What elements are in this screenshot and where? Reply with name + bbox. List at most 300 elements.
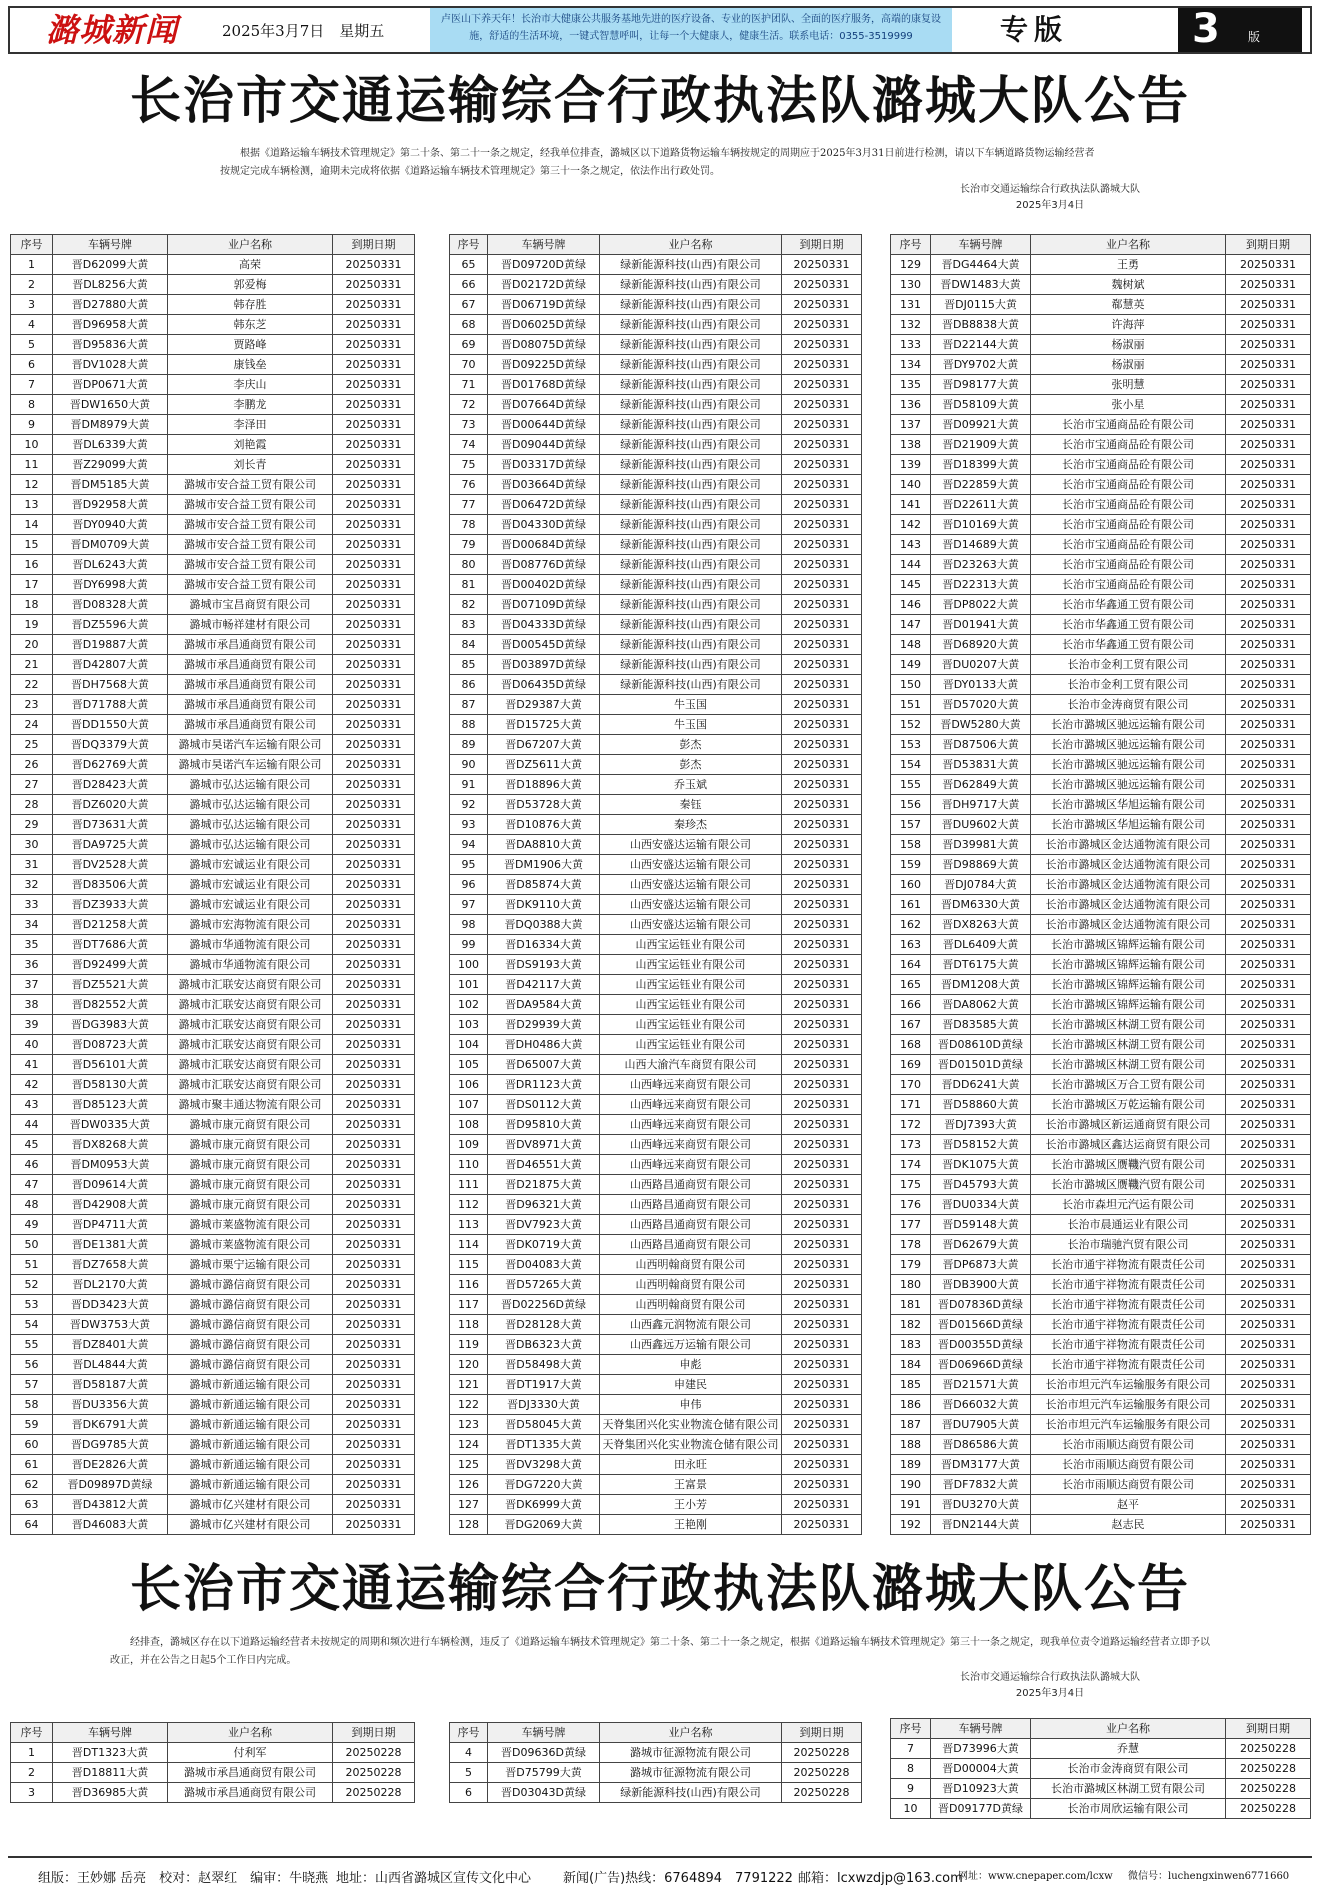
expiry-date: 20250331	[782, 835, 862, 855]
table-row	[11, 1015, 415, 1035]
table-row	[11, 355, 415, 375]
expiry-date: 20250331	[782, 1235, 862, 1255]
plate-number: 晋DU0207大黄	[931, 655, 1031, 675]
table-row	[891, 375, 1311, 395]
expiry-date: 20250331	[1226, 515, 1311, 535]
owner-name: 田永旺	[600, 1455, 782, 1475]
row-number: 58	[11, 1395, 53, 1415]
row-number: 62	[11, 1475, 53, 1495]
expiry-date: 20250331	[782, 1515, 862, 1535]
owner-name: 潞城市安合益工贸有限公司	[168, 575, 333, 595]
table-row	[450, 1255, 862, 1275]
plate-number: 晋D46083大黄	[53, 1515, 168, 1535]
plate-number: 晋DH7568大黄	[53, 675, 168, 695]
table-row	[450, 1115, 862, 1135]
table-row	[11, 575, 415, 595]
plate-number: 晋D43812大黄	[53, 1495, 168, 1515]
plate-number: 晋DP0671大黄	[53, 375, 168, 395]
table-row	[11, 255, 415, 275]
row-number: 19	[11, 615, 53, 635]
table-row	[891, 795, 1311, 815]
table-row	[891, 355, 1311, 375]
table-row	[11, 1295, 415, 1315]
row-number: 152	[891, 715, 931, 735]
row-number: 117	[450, 1295, 488, 1315]
plate-number: 晋DZ5596大黄	[53, 615, 168, 635]
owner-name: 潞城市华通物流有限公司	[168, 935, 333, 955]
owner-name: 绿新能源科技(山西)有限公司	[600, 275, 782, 295]
owner-name: 潞城市汇联安达商贸有限公司	[168, 1015, 333, 1035]
row-number: 145	[891, 575, 931, 595]
plate-number: 晋DU3270大黄	[931, 1495, 1031, 1515]
row-number: 79	[450, 535, 488, 555]
plate-number: 晋D62099大黄	[53, 255, 168, 275]
plate-number: 晋DM5185大黄	[53, 475, 168, 495]
vehicle-table-1	[10, 234, 415, 1535]
table-header-row	[450, 235, 862, 255]
expiry-date: 20250331	[333, 1135, 415, 1155]
owner-name: 长治市金利工贸有限公司	[1031, 655, 1226, 675]
plate-number: 晋D09636D黄绿	[488, 1743, 600, 1763]
table-row	[891, 1035, 1311, 1055]
row-number: 100	[450, 955, 488, 975]
table-row	[450, 415, 862, 435]
expiry-date: 20250331	[1226, 755, 1311, 775]
table-row	[891, 1295, 1311, 1315]
expiry-date: 20250331	[333, 1475, 415, 1495]
expiry-date: 20250331	[782, 575, 862, 595]
plate-number: 晋DL6243大黄	[53, 555, 168, 575]
expiry-date: 20250331	[782, 355, 862, 375]
owner-name: 乔慧	[1031, 1739, 1226, 1759]
plate-number: 晋DW3753大黄	[53, 1315, 168, 1335]
owner-name: 韩东芝	[168, 315, 333, 335]
expiry-date: 20250331	[1226, 455, 1311, 475]
owner-name: 山西宝运钰业有限公司	[600, 1035, 782, 1055]
row-number: 97	[450, 895, 488, 915]
expiry-date: 20250331	[782, 975, 862, 995]
table-row	[891, 615, 1311, 635]
plate-number: 晋D53831大黄	[931, 755, 1031, 775]
plate-number: 晋D08776D黄绿	[488, 555, 600, 575]
expiry-date: 20250331	[782, 1295, 862, 1315]
row-number: 77	[450, 495, 488, 515]
plate-number: 晋DZ8401大黄	[53, 1335, 168, 1355]
table-row	[450, 1743, 862, 1763]
table-header-row	[11, 1723, 415, 1743]
owner-name: 绿新能源科技(山西)有限公司	[600, 655, 782, 675]
expiry-date: 20250331	[782, 855, 862, 875]
table-row	[450, 1435, 862, 1455]
plate-number: 晋DK6791大黄	[53, 1415, 168, 1435]
plate-number: 晋D65007大黄	[488, 1055, 600, 1075]
table-row	[450, 395, 862, 415]
owner-name: 长治市潞城区林湖工贸有限公司	[1031, 1779, 1226, 1799]
row-number: 82	[450, 595, 488, 615]
owner-name: 长治市宝通商品砼有限公司	[1031, 575, 1226, 595]
table-row	[11, 1475, 415, 1495]
row-number: 142	[891, 515, 931, 535]
expiry-date: 20250331	[333, 1455, 415, 1475]
plate-number: 晋D58109大黄	[931, 395, 1031, 415]
plate-number: 晋Z29099大黄	[53, 455, 168, 475]
owner-name: 长治市坦元汽车运输服务有限公司	[1031, 1415, 1226, 1435]
plate-number: 晋D21875大黄	[488, 1175, 600, 1195]
owner-name: 潞城市华通物流有限公司	[168, 955, 333, 975]
owner-name: 长治市潞城区金达通物流有限公司	[1031, 915, 1226, 935]
row-number: 130	[891, 275, 931, 295]
owner-name: 山西宝运钰业有限公司	[600, 975, 782, 995]
owner-name: 长治市通宇祥物流有限责任公司	[1031, 1315, 1226, 1335]
plate-number: 晋DT1335大黄	[488, 1435, 600, 1455]
owner-name: 山西明翰商贸有限公司	[600, 1295, 782, 1315]
expiry-date: 20250331	[782, 1455, 862, 1475]
expiry-date: 20250331	[333, 615, 415, 635]
table-row	[11, 1335, 415, 1355]
table-row	[11, 1275, 415, 1295]
row-number: 1	[11, 1743, 53, 1763]
plate-number: 晋DH0486大黄	[488, 1035, 600, 1055]
column-header: 业户名称	[168, 1723, 333, 1743]
owner-name: 长治市潞城区锦辉运输有限公司	[1031, 935, 1226, 955]
owner-name: 山西鑫元润物流有限公司	[600, 1315, 782, 1335]
row-number: 12	[11, 475, 53, 495]
row-number: 34	[11, 915, 53, 935]
row-number: 73	[450, 415, 488, 435]
plate-number: 晋D09614大黄	[53, 1175, 168, 1195]
expiry-date: 20250331	[782, 375, 862, 395]
expiry-date: 20250331	[1226, 555, 1311, 575]
table-row	[891, 1779, 1311, 1799]
plate-number: 晋D96321大黄	[488, 1195, 600, 1215]
plate-number: 晋DL8256大黄	[53, 275, 168, 295]
owner-name: 潞城市宝昌商贸有限公司	[168, 595, 333, 615]
vehicle-table-4	[10, 1722, 415, 1803]
expiry-date: 20250331	[333, 1155, 415, 1175]
table-row	[891, 935, 1311, 955]
row-number: 144	[891, 555, 931, 575]
column-header: 车辆号牌	[488, 1723, 600, 1743]
row-number: 2	[11, 275, 53, 295]
expiry-date: 20250331	[1226, 635, 1311, 655]
row-number: 76	[450, 475, 488, 495]
table-row	[891, 1115, 1311, 1135]
owner-name: 长治市潞城区华旭运输有限公司	[1031, 795, 1226, 815]
owner-name: 绿新能源科技(山西)有限公司	[600, 635, 782, 655]
vehicle-table-6	[890, 1718, 1311, 1819]
expiry-date: 20250331	[333, 1055, 415, 1075]
table-row	[450, 955, 862, 975]
row-number: 91	[450, 775, 488, 795]
row-number: 153	[891, 735, 931, 755]
owner-name: 潞城市畅祥建材有限公司	[168, 615, 333, 635]
expiry-date: 20250331	[1226, 315, 1311, 335]
row-number: 90	[450, 755, 488, 775]
row-number: 151	[891, 695, 931, 715]
expiry-date: 20250331	[1226, 1375, 1311, 1395]
table-row	[11, 1375, 415, 1395]
plate-number: 晋D01501D黄绿	[931, 1055, 1031, 1075]
plate-number: 晋D22144大黄	[931, 335, 1031, 355]
expiry-date: 20250331	[1226, 1335, 1311, 1355]
owner-name: 潞城市莱盛物流有限公司	[168, 1215, 333, 1235]
row-number: 189	[891, 1455, 931, 1475]
expiry-date: 20250228	[333, 1763, 415, 1783]
table-row	[891, 1095, 1311, 1115]
table-row	[11, 995, 415, 1015]
expiry-date: 20250331	[782, 1255, 862, 1275]
row-number: 135	[891, 375, 931, 395]
plate-number: 晋D08328大黄	[53, 595, 168, 615]
owner-name: 长治市通宇祥物流有限责任公司	[1031, 1355, 1226, 1375]
plate-number: 晋DL6339大黄	[53, 435, 168, 455]
row-number: 118	[450, 1315, 488, 1335]
owner-name: 秦钰	[600, 795, 782, 815]
owner-name: 山西路昌通商贸有限公司	[600, 1175, 782, 1195]
row-number: 126	[450, 1475, 488, 1495]
notice-2-title: 长治市交通运输综合行政执法队潞城大队公告	[129, 1560, 1190, 1619]
expiry-date: 20250331	[333, 855, 415, 875]
plate-number: 晋DM0953大黄	[53, 1155, 168, 1175]
row-number: 39	[11, 1015, 53, 1035]
row-number: 24	[11, 715, 53, 735]
expiry-date: 20250331	[782, 1015, 862, 1035]
expiry-date: 20250331	[1226, 395, 1311, 415]
row-number: 60	[11, 1435, 53, 1455]
owner-name: 山西路昌通商贸有限公司	[600, 1215, 782, 1235]
owner-name: 潞城市昊诺汽车运输有限公司	[168, 755, 333, 775]
owner-name: 山西安盛达运输有限公司	[600, 875, 782, 895]
column-header: 业户名称	[168, 235, 333, 255]
expiry-date: 20250331	[333, 1315, 415, 1335]
row-number: 179	[891, 1255, 931, 1275]
row-number: 188	[891, 1435, 931, 1455]
row-number: 37	[11, 975, 53, 995]
owner-name: 长治市金涛商贸有限公司	[1031, 1759, 1226, 1779]
owner-name: 潞城市康元商贸有限公司	[168, 1155, 333, 1175]
owner-name: 潞城市宏海物流有限公司	[168, 915, 333, 935]
table-row	[891, 895, 1311, 915]
row-number: 9	[891, 1779, 931, 1799]
plate-number: 晋D00644D黄绿	[488, 415, 600, 435]
expiry-date: 20250228	[333, 1783, 415, 1803]
owner-name: 山西大渝汽车商贸有限公司	[600, 1055, 782, 1075]
table-row	[891, 635, 1311, 655]
expiry-date: 20250331	[1226, 1035, 1311, 1055]
owner-name: 长治市潞城区锦辉运输有限公司	[1031, 995, 1226, 1015]
table-row	[891, 875, 1311, 895]
plate-number: 晋DJ7393大黄	[931, 1115, 1031, 1135]
row-number: 138	[891, 435, 931, 455]
expiry-date: 20250331	[782, 875, 862, 895]
expiry-date: 20250331	[333, 255, 415, 275]
row-number: 32	[11, 875, 53, 895]
table-row	[450, 835, 862, 855]
plate-number: 晋D04333D黄绿	[488, 615, 600, 635]
expiry-date: 20250331	[333, 1515, 415, 1535]
expiry-date: 20250331	[1226, 495, 1311, 515]
expiry-date: 20250331	[1226, 795, 1311, 815]
owner-name: 山西宝运钰业有限公司	[600, 935, 782, 955]
owner-name: 潞城市汇联安达商贸有限公司	[168, 1075, 333, 1095]
expiry-date: 20250331	[782, 555, 862, 575]
row-number: 2	[11, 1763, 53, 1783]
plate-number: 晋D98177大黄	[931, 375, 1031, 395]
table-row	[11, 415, 415, 435]
expiry-date: 20250331	[333, 535, 415, 555]
owner-name: 王艳刚	[600, 1515, 782, 1535]
row-number: 35	[11, 935, 53, 955]
plate-number: 晋DJ0784大黄	[931, 875, 1031, 895]
plate-number: 晋DE1381大黄	[53, 1235, 168, 1255]
expiry-date: 20250228	[782, 1763, 862, 1783]
expiry-date: 20250331	[1226, 835, 1311, 855]
row-number: 55	[11, 1335, 53, 1355]
expiry-date: 20250331	[333, 575, 415, 595]
plate-number: 晋DA8062大黄	[931, 995, 1031, 1015]
table-row	[450, 1295, 862, 1315]
table-row	[891, 575, 1311, 595]
owner-name: 潞城市潞信商贸有限公司	[168, 1275, 333, 1295]
expiry-date: 20250331	[782, 895, 862, 915]
table-row	[450, 1095, 862, 1115]
owner-name: 绿新能源科技(山西)有限公司	[600, 495, 782, 515]
row-number: 165	[891, 975, 931, 995]
table-row	[11, 1435, 415, 1455]
row-number: 104	[450, 1035, 488, 1055]
plate-number: 晋D09225D黄绿	[488, 355, 600, 375]
expiry-date: 20250331	[333, 1095, 415, 1115]
expiry-date: 20250331	[782, 255, 862, 275]
row-number: 33	[11, 895, 53, 915]
owner-name: 王勇	[1031, 255, 1226, 275]
notice-2-body: 经排查，潞城区存在以下道路运输经营者未按规定的周期和频次进行车辆检测，违反了《道路运输车辆技术管理规定》第二十条、第二十一条之规定，根据《道路运输车辆技术管理规定》第三十一条之规定，现我单位责令道路运输经营者立即予以改正，并在公告之日起5个工作日内完成。	[110, 1637, 1210, 1666]
table-row	[891, 975, 1311, 995]
owner-name: 郗慧英	[1031, 295, 1226, 315]
plate-number: 晋DP4711大黄	[53, 1215, 168, 1235]
table-row	[11, 475, 415, 495]
issue-date: 2025年3月7日 星期五	[222, 22, 385, 40]
table-row	[11, 795, 415, 815]
expiry-date: 20250331	[1226, 475, 1311, 495]
plate-number: 晋D62769大黄	[53, 755, 168, 775]
table-row	[891, 1515, 1311, 1535]
expiry-date: 20250331	[1226, 1415, 1311, 1435]
owner-name: 长治市通宇祥物流有限责任公司	[1031, 1295, 1226, 1315]
row-number: 159	[891, 855, 931, 875]
table-row	[450, 855, 862, 875]
row-number: 127	[450, 1495, 488, 1515]
plate-number: 晋D42117大黄	[488, 975, 600, 995]
plate-number: 晋DY9702大黄	[931, 355, 1031, 375]
table-row	[450, 795, 862, 815]
plate-number: 晋D09897D黄绿	[53, 1475, 168, 1495]
table-row	[450, 1315, 862, 1335]
expiry-date: 20250331	[1226, 1075, 1311, 1095]
expiry-date: 20250228	[782, 1743, 862, 1763]
owner-name: 潞城市汇联安达商贸有限公司	[168, 995, 333, 1015]
row-number: 85	[450, 655, 488, 675]
owner-name: 王小芳	[600, 1495, 782, 1515]
row-number: 115	[450, 1255, 488, 1275]
expiry-date: 20250331	[782, 295, 862, 315]
row-number: 123	[450, 1415, 488, 1435]
section-label: 专版	[1000, 13, 1069, 46]
plate-number: 晋DB3900大黄	[931, 1275, 1031, 1295]
expiry-date: 20250331	[333, 795, 415, 815]
owner-name: 潞城市弘达运输有限公司	[168, 835, 333, 855]
expiry-date: 20250331	[1226, 1395, 1311, 1415]
row-number: 43	[11, 1095, 53, 1115]
owner-name: 彭杰	[600, 755, 782, 775]
table-row	[11, 735, 415, 755]
expiry-date: 20250331	[782, 1275, 862, 1295]
owner-name: 长治市潞城区驰远运输有限公司	[1031, 715, 1226, 735]
plate-number: 晋D62679大黄	[931, 1235, 1031, 1255]
row-number: 63	[11, 1495, 53, 1515]
plate-number: 晋DV7923大黄	[488, 1215, 600, 1235]
plate-number: 晋D59148大黄	[931, 1215, 1031, 1235]
owner-name: 长治市金涛商贸有限公司	[1031, 695, 1226, 715]
plate-number: 晋D00545D黄绿	[488, 635, 600, 655]
expiry-date: 20250331	[333, 1355, 415, 1375]
row-number: 128	[450, 1515, 488, 1535]
plate-number: 晋DV1028大黄	[53, 355, 168, 375]
plate-number: 晋DK6999大黄	[488, 1495, 600, 1515]
row-number: 137	[891, 415, 931, 435]
owner-name: 山西宝运钰业有限公司	[600, 995, 782, 1015]
row-number: 148	[891, 635, 931, 655]
plate-number: 晋D68920大黄	[931, 635, 1031, 655]
row-number: 17	[11, 575, 53, 595]
row-number: 143	[891, 535, 931, 555]
owner-name: 潞城市宏诚运业有限公司	[168, 855, 333, 875]
plate-number: 晋DW1650大黄	[53, 395, 168, 415]
table-row	[11, 1175, 415, 1195]
table-row	[11, 335, 415, 355]
plate-number: 晋D46551大黄	[488, 1155, 600, 1175]
notice-1-date: 2025年3月4日	[1015, 200, 1085, 211]
expiry-date: 20250331	[1226, 775, 1311, 795]
row-number: 96	[450, 875, 488, 895]
owner-name: 牛玉国	[600, 695, 782, 715]
plate-number: 晋D06719D黄绿	[488, 295, 600, 315]
vehicle-table-2	[449, 234, 862, 1535]
expiry-date: 20250331	[333, 1035, 415, 1055]
owner-name: 长治市宝通商品砼有限公司	[1031, 455, 1226, 475]
plate-number: 晋D09177D黄绿	[931, 1799, 1031, 1819]
row-number: 11	[11, 455, 53, 475]
table-row	[11, 1495, 415, 1515]
table-row	[450, 335, 862, 355]
row-number: 131	[891, 295, 931, 315]
owner-name: 长治市宝通商品砼有限公司	[1031, 495, 1226, 515]
row-number: 134	[891, 355, 931, 375]
table-row	[891, 1255, 1311, 1275]
owner-name: 彭杰	[600, 735, 782, 755]
table-row	[11, 395, 415, 415]
expiry-date: 20250331	[782, 1055, 862, 1075]
table-row	[891, 1275, 1311, 1295]
row-number: 180	[891, 1275, 931, 1295]
owner-name: 长治市潞城区金达通物流有限公司	[1031, 875, 1226, 895]
row-number: 48	[11, 1195, 53, 1215]
table-row	[11, 1215, 415, 1235]
row-number: 31	[11, 855, 53, 875]
row-number: 87	[450, 695, 488, 715]
plate-number: 晋DG4464大黄	[931, 255, 1031, 275]
table-header-row	[891, 1719, 1311, 1739]
